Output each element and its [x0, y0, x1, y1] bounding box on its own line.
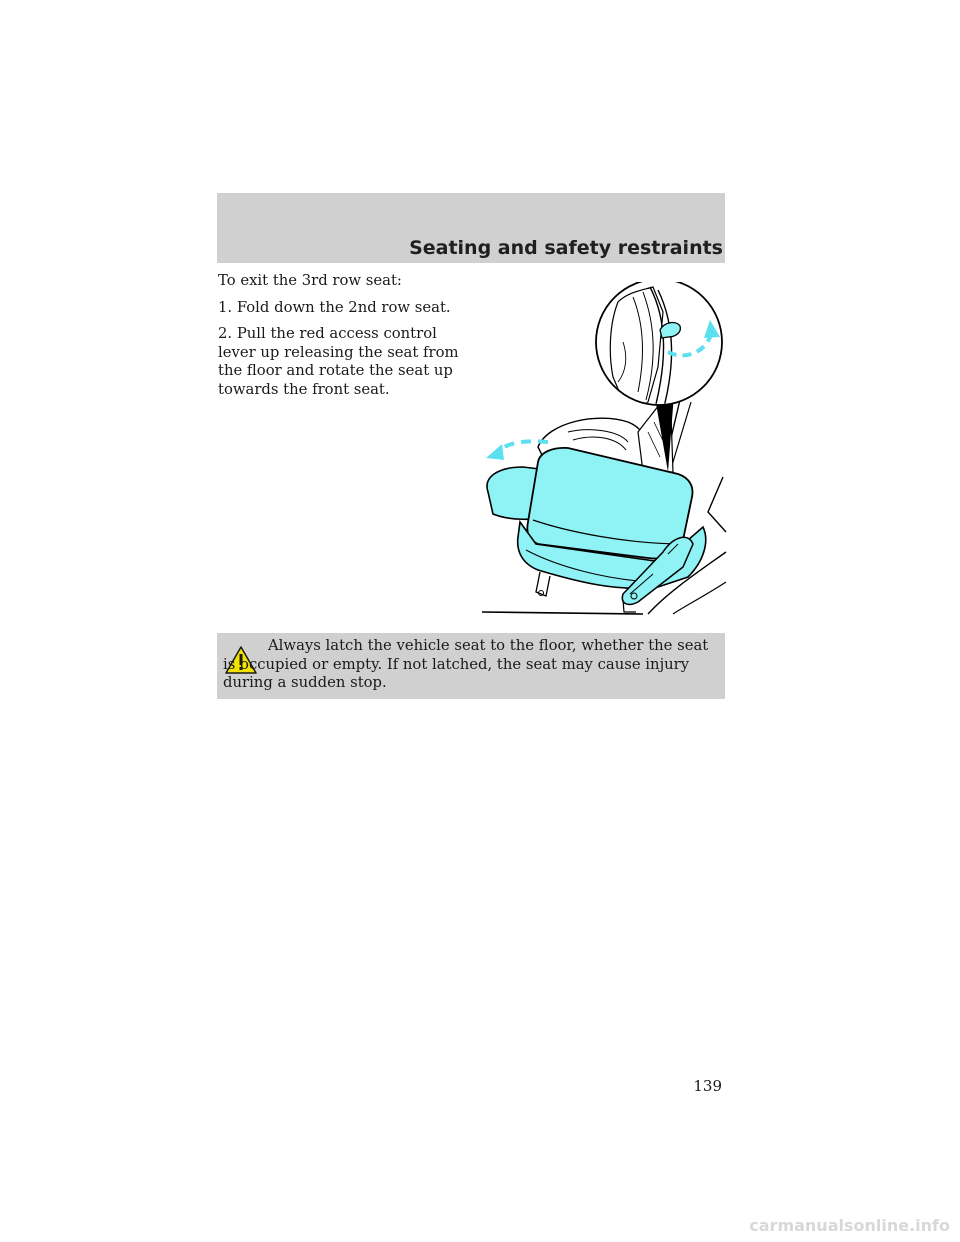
- instructions: [218, 272, 473, 407]
- page-number: 139: [693, 1077, 722, 1095]
- watermark[interactable]: carmanualsonline.info: [749, 1216, 950, 1235]
- section-title: Seating and safety restraints: [409, 237, 723, 259]
- section-header: [217, 193, 725, 263]
- instructions-step-2: 2. Pull the red access control lever up releasing the seat from the floor and rotate the seat up towards the front seat.: [218, 325, 459, 398]
- warning-box: [217, 633, 725, 699]
- instructions-intro: To exit the 3rd row seat:: [218, 272, 402, 289]
- lever-detail-inset: [596, 282, 722, 412]
- seat-release-illustration: [478, 282, 728, 622]
- warning-text: Always latch the vehicle seat to the floor, whether the seat is occupied or empty. If not latched, the seat may cause injury during a sudden stop.: [223, 637, 709, 691]
- instructions-step-1: 1. Fold down the 2nd row seat.: [218, 298, 451, 316]
